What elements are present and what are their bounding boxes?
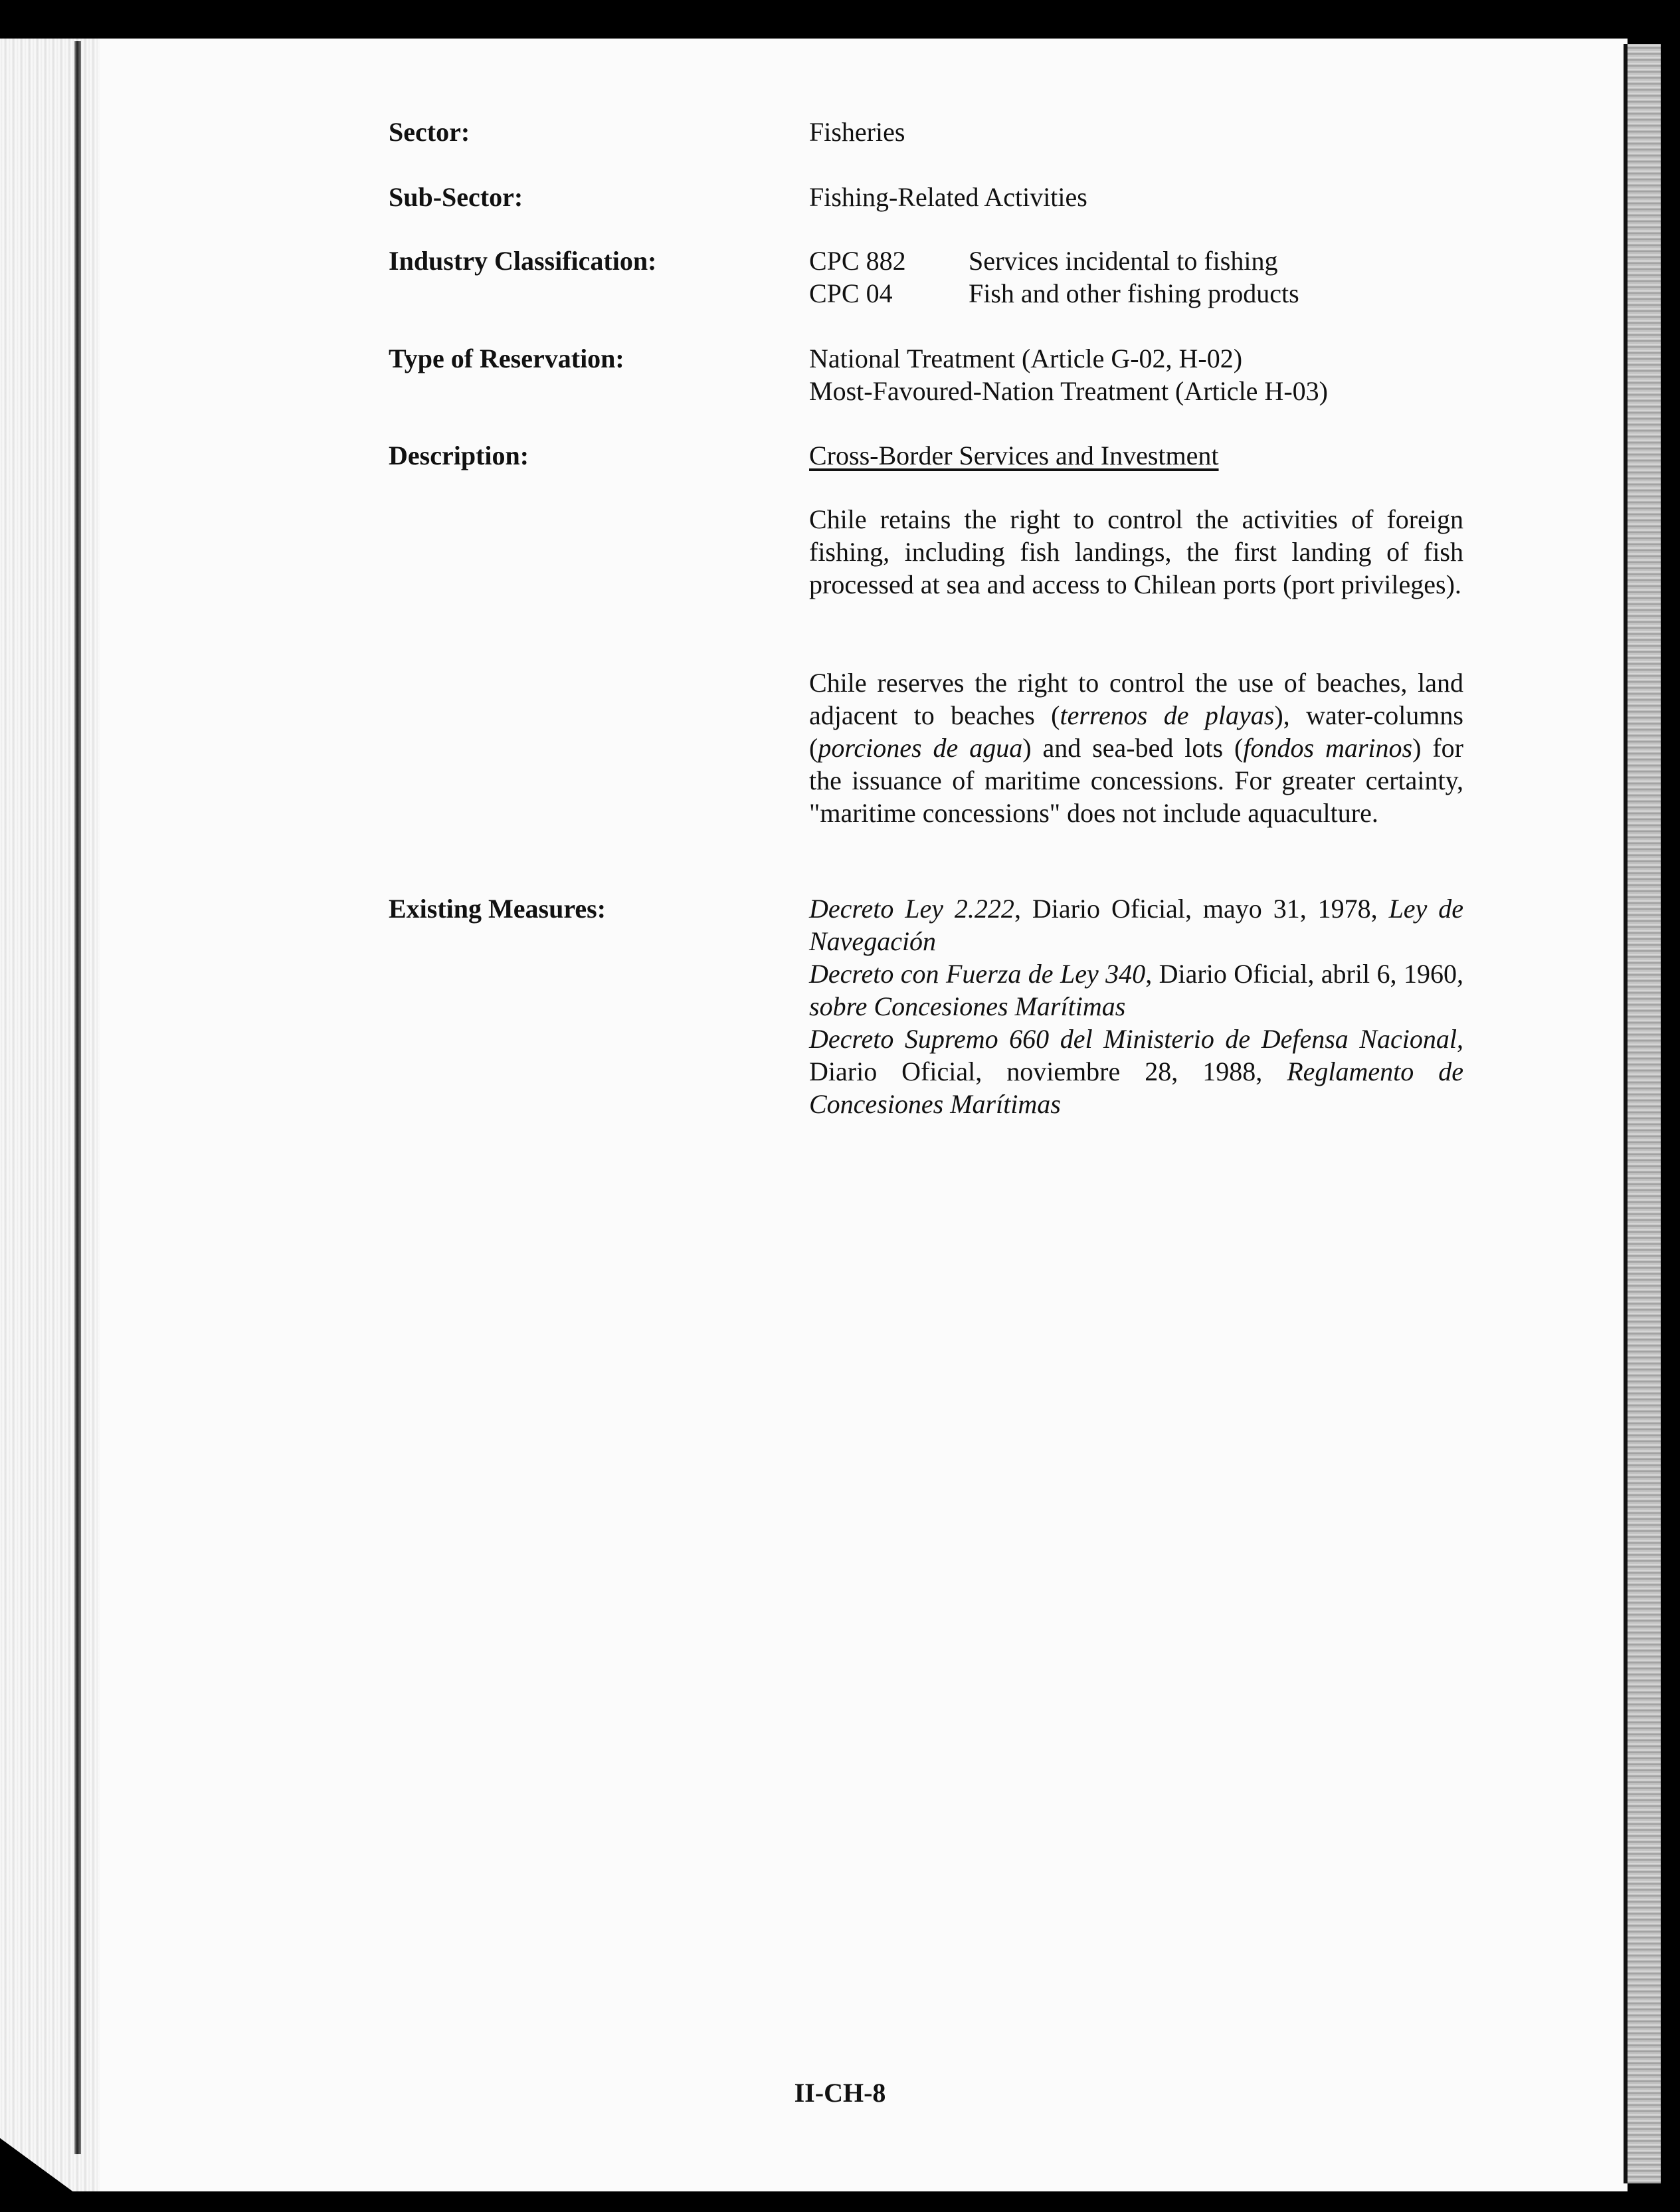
measure-source: , Diario Oficial, mayo 31, 1978, [1014, 894, 1389, 924]
italic-term: porciones de agua [818, 733, 1023, 763]
right-binding-edge [1628, 44, 1661, 2183]
reservation-line: Most-Favoured-Nation Treatment (Article H-03) [809, 376, 1328, 406]
measure-subject: Ley de Navegación [809, 894, 1463, 956]
measure-item [809, 892, 1463, 957]
sector-value: Fisheries [809, 117, 905, 147]
description-paragraph-1: Chile retains the right to control the activities of foreign fishing, including fish landings, the first landing of fish processed at sea and access to Chilean ports (port privileges). [809, 504, 1463, 599]
reservation-line: National Treatment (Article G-02, H-02) [809, 344, 1243, 373]
measure-item [809, 1023, 1463, 1120]
cpc-description: Services incidental to fishing [969, 246, 1278, 276]
industry-classification-label: Industry Classification: [389, 246, 657, 276]
measure-source: , Diario Oficial, abril 6, 1960, [1145, 959, 1463, 989]
industry-classification-row [809, 277, 1299, 310]
measure-title: Decreto con Fuerza de Ley 340 [809, 959, 1146, 989]
sub-sector-label: Sub-Sector: [389, 182, 523, 212]
page-number: II-CH-8 [794, 2078, 886, 2108]
text-run: ), water-columns ( [809, 700, 1463, 763]
sector-label: Sector: [389, 117, 470, 147]
existing-measures-list [809, 892, 1463, 1120]
left-spine-shadow [74, 41, 81, 2154]
type-of-reservation-label: Type of Reservation: [389, 344, 624, 373]
italic-term: terrenos de playas [1060, 700, 1275, 730]
italic-term: fondos marinos [1243, 733, 1413, 763]
sub-sector-value: Fishing-Related Activities [809, 182, 1087, 212]
text-run: ) for the issuance of maritime concessions. For greater certainty, "maritime concessions" does not include aquaculture. [809, 733, 1463, 828]
description-paragraph-2 [809, 666, 1463, 829]
measure-item [809, 957, 1463, 1023]
existing-measures-label: Existing Measures: [389, 894, 607, 924]
text-run: Chile reserves the right to control the use of beaches, land adjacent to beaches ( [809, 668, 1463, 730]
cpc-code: CPC 882 [809, 246, 906, 276]
cpc-description: Fish and other fishing products [969, 278, 1299, 308]
description-label: Description: [389, 441, 529, 470]
measure-title: Decreto Supremo 660 del Ministerio de Defensa Nacional [809, 1024, 1457, 1054]
measure-subject: Reglamento de Concesiones Marítimas [809, 1056, 1464, 1119]
measure-title: Decreto Ley 2.222 [809, 894, 1014, 924]
measure-subject: sobre Concesiones Marítimas [809, 991, 1126, 1021]
text-run: ) and sea-bed lots ( [1022, 733, 1244, 763]
industry-classification-row [809, 245, 1277, 277]
cpc-code: CPC 04 [809, 278, 893, 308]
measure-source: , Diario Oficial, noviembre 28, 1988, [809, 1024, 1463, 1086]
description-heading: Cross-Border Services and Investment [809, 441, 1219, 470]
left-scan-gutter [0, 39, 100, 2191]
